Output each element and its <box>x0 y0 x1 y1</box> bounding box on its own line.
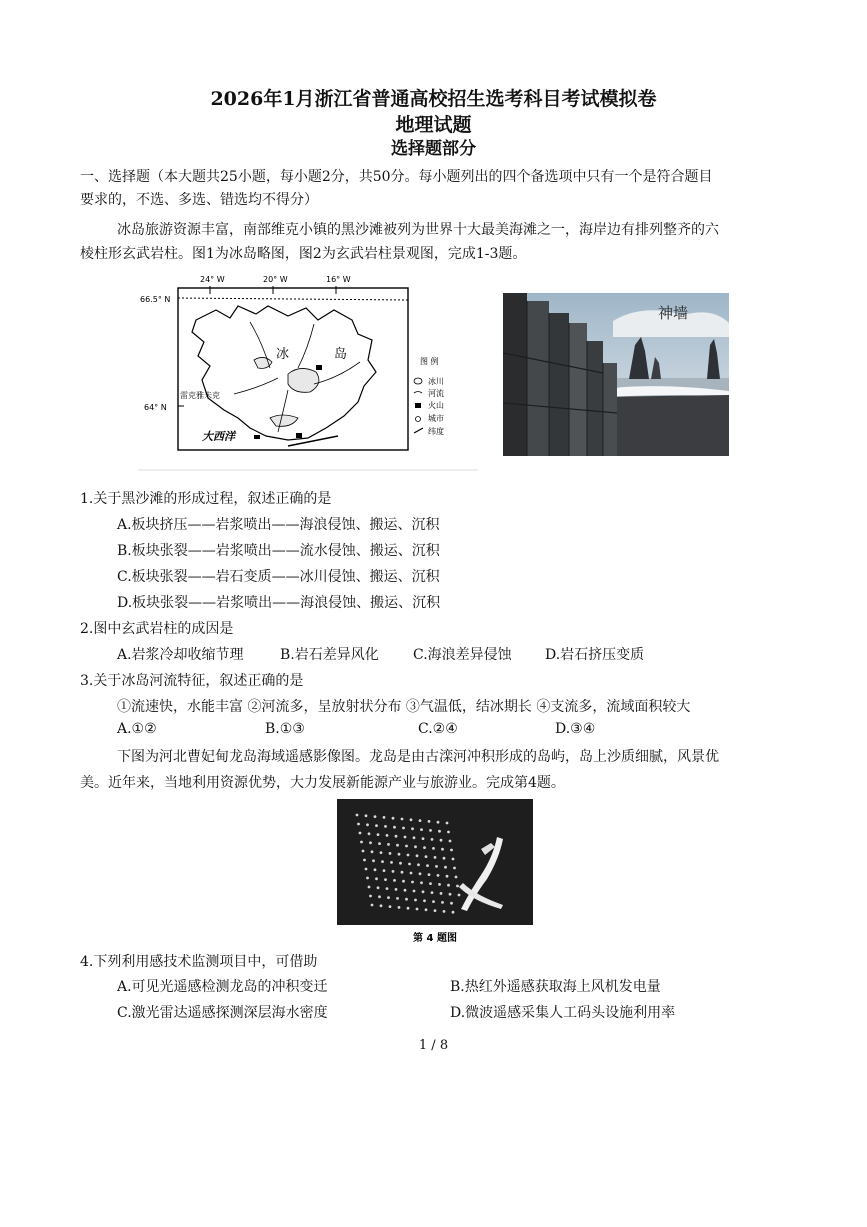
q4-option-a: A.可见光遥感检测龙岛的冲积变迁 <box>117 979 328 995</box>
wind-turbine-dot <box>453 867 456 870</box>
wind-turbine-dot <box>375 877 378 880</box>
wind-turbine-dot <box>387 843 390 846</box>
wind-turbine-dot <box>405 898 408 901</box>
wind-turbine-dot <box>369 841 372 844</box>
satellite-background <box>337 799 533 925</box>
wind-turbine-dot <box>404 889 407 892</box>
wind-turbine-dot <box>389 852 392 855</box>
wind-turbine-dot <box>431 891 434 894</box>
wind-turbine-dot <box>432 847 435 850</box>
volcano-marker <box>316 365 322 370</box>
wind-turbine-dot <box>431 838 434 841</box>
wind-turbine-dot <box>425 908 428 911</box>
wind-turbine-dot <box>356 814 359 817</box>
wind-turbine-dot <box>389 905 392 908</box>
satellite-image <box>335 797 535 947</box>
q2-option-a: A.岩浆冷却收缩节理 <box>117 647 244 663</box>
q3-stem: 3.关于冰岛河流特征，叙述正确的是 <box>80 673 304 689</box>
city-marker <box>254 435 260 439</box>
wind-turbine-dot <box>363 859 366 862</box>
legend-item: 纬度 <box>428 427 444 436</box>
passage2-line-2: 美。近年来，当地利用资源优势，大力发展新能源产业与旅游业。完成第4题。 <box>80 775 565 791</box>
map-lon-24w: 24° W <box>200 275 225 284</box>
page-number: 1 / 8 <box>418 1038 449 1053</box>
wind-turbine-dot <box>410 872 413 875</box>
wind-turbine-dot <box>381 860 384 863</box>
wind-turbine-dot <box>443 857 446 860</box>
wind-turbine-dot <box>416 908 419 911</box>
wind-turbine-dot <box>378 842 381 845</box>
wind-turbine-dot <box>426 864 429 867</box>
exam-title: 2026年1月浙江省普通高校招生选考科目考试模拟卷 <box>210 88 657 110</box>
wind-turbine-dot <box>392 817 395 820</box>
wind-turbine-dot <box>384 825 387 828</box>
wind-turbine-dot <box>357 823 360 826</box>
city-icon <box>416 417 421 422</box>
wind-turbine-dot <box>365 814 368 817</box>
wind-turbine-dot <box>458 894 461 897</box>
basalt-photo <box>503 293 729 456</box>
latitude-line <box>288 436 338 446</box>
q1-option-d: D.板块张裂——岩浆喷出——海浪侵蚀、搬运、沉积 <box>117 595 441 611</box>
wind-turbine-dot <box>407 907 410 910</box>
glacier-shape <box>288 368 319 392</box>
wind-turbine-dot <box>419 872 422 875</box>
wind-turbine-dot <box>438 883 441 886</box>
wind-turbine-dot <box>428 873 431 876</box>
legend-item: 冰川 <box>428 377 444 386</box>
wind-turbine-dot <box>369 895 372 898</box>
wind-turbine-dot <box>434 909 437 912</box>
wind-turbine-dot <box>422 890 425 893</box>
q4-stem: 4.下列利用感技术监测项目中，可借助 <box>80 954 318 970</box>
wind-turbine-dot <box>447 831 450 834</box>
wind-turbine-dot <box>444 866 447 869</box>
wind-turbine-dot <box>423 846 426 849</box>
wind-turbine-dot <box>450 849 453 852</box>
wind-turbine-dot <box>423 899 426 902</box>
map-label-ice: 冰 <box>276 347 290 362</box>
wind-turbine-dot <box>428 820 431 823</box>
wind-turbine-dot <box>414 845 417 848</box>
passage2-line-1: 下图为河北曹妃甸龙岛海域遥感影像图。龙岛是由古滦河冲积形成的岛屿，岛上沙质细腻，风景优 <box>117 749 719 765</box>
wind-turbine-dot <box>401 818 404 821</box>
river-line <box>298 324 314 368</box>
wind-turbine-dot <box>432 900 435 903</box>
wind-turbine-dot <box>366 877 369 880</box>
legend-title: 图 例 <box>420 357 439 366</box>
iceland-map <box>138 268 478 473</box>
q3-statements: ①流速快，水能丰富 ②河流多，呈放射状分布 ③气温低，结冰期长 ④支流多，流域面积较大 <box>117 699 691 715</box>
wind-turbine-dot <box>452 858 455 861</box>
glacier-icon <box>414 378 422 384</box>
q1-stem: 1.关于黑沙滩的形成过程，叙述正确的是 <box>80 491 332 507</box>
wind-turbine-dot <box>393 826 396 829</box>
q3-option-a: A.①② <box>117 721 157 737</box>
wind-turbine-dot <box>383 816 386 819</box>
passage1-line-1: 冰岛旅游资源丰富，南部维克小镇的黑沙滩被列为世界十大最美海滩之一，海岸边有排列整齐的六 <box>117 222 719 238</box>
wind-turbine-dot <box>449 893 452 896</box>
wind-turbine-dot <box>374 868 377 871</box>
wind-turbine-dot <box>414 899 417 902</box>
wind-turbine-dot <box>450 902 453 905</box>
volcano-marker <box>296 433 302 438</box>
q4-option-d: D.微波遥感采集人工码头设施利用率 <box>450 1005 676 1021</box>
wind-turbine-dot <box>386 887 389 890</box>
q3-option-d: D.③④ <box>555 721 596 737</box>
wind-turbine-dot <box>377 833 380 836</box>
wind-turbine-dot <box>392 870 395 873</box>
wind-turbine-dot <box>383 869 386 872</box>
wind-turbine-dot <box>455 876 458 879</box>
wind-turbine-dot <box>368 832 371 835</box>
wind-turbine-dot <box>420 828 423 831</box>
wind-turbine-dot <box>429 882 432 885</box>
wind-turbine-dot <box>446 822 449 825</box>
wind-turbine-dot <box>362 850 365 853</box>
wind-turbine-dot <box>410 818 413 821</box>
wind-turbine-dot <box>422 837 425 840</box>
map-label-land: 岛 <box>334 347 348 362</box>
q1-option-b: B.板块张裂——岩浆喷出——流水侵蚀、搬运、沉积 <box>117 543 440 559</box>
wind-turbine-dot <box>407 854 410 857</box>
wind-turbine-dot <box>377 886 380 889</box>
wind-turbine-dot <box>359 832 362 835</box>
wind-turbine-dot <box>411 827 414 830</box>
q1-option-a: A.板块挤压——岩浆喷出——海浪侵蚀、搬运、沉积 <box>117 517 440 533</box>
wind-turbine-dot <box>384 878 387 881</box>
photo-label-wall: 神墙 <box>658 304 689 322</box>
q2-option-b: B.岩石差异风化 <box>280 647 379 663</box>
glacier-shape <box>270 415 298 426</box>
wind-turbine-dot <box>399 862 402 865</box>
wind-turbine-dot <box>360 841 363 844</box>
wind-turbine-dot <box>440 892 443 895</box>
wind-turbine-dot <box>425 855 428 858</box>
wind-turbine-dot <box>429 829 432 832</box>
wind-turbine-dot <box>395 835 398 838</box>
q2-option-d: D.岩石挤压变质 <box>545 647 645 663</box>
wind-turbine-dot <box>380 851 383 854</box>
arctic-circle-line <box>178 298 408 300</box>
wind-turbine-dot <box>368 886 371 889</box>
wind-turbine-dot <box>446 875 449 878</box>
river-line <box>234 378 278 394</box>
wind-turbine-dot <box>437 821 440 824</box>
q4-option-b: B.热红外遥感获取海上风机发电量 <box>450 979 661 995</box>
wind-turbine-dot <box>371 904 374 907</box>
q2-stem: 2.图中玄武岩柱的成因是 <box>80 621 234 637</box>
wind-turbine-dot <box>402 827 405 830</box>
wind-turbine-dot <box>396 844 399 847</box>
wind-turbine-dot <box>452 911 455 914</box>
wind-turbine-dot <box>449 840 452 843</box>
wind-turbine-dot <box>393 879 396 882</box>
wind-turbine-dot <box>419 819 422 822</box>
wind-turbine-dot <box>375 824 378 827</box>
wind-turbine-dot <box>402 880 405 883</box>
q1-option-c: C.板块张裂——岩石变质——冰川侵蚀、搬运、沉积 <box>117 569 440 585</box>
map-lat-64n: 64° N <box>144 403 167 412</box>
river-icon <box>414 392 422 394</box>
wind-turbine-dot <box>413 890 416 893</box>
wind-turbine-dot <box>395 888 398 891</box>
map-label-atlantic: 大西洋 <box>202 430 235 443</box>
wind-turbine-dot <box>396 897 399 900</box>
wind-turbine-dot <box>380 904 383 907</box>
legend-item: 城市 <box>428 414 444 423</box>
wind-turbine-dot <box>390 861 393 864</box>
volcano-icon <box>415 403 421 408</box>
wind-turbine-dot <box>443 910 446 913</box>
wind-turbine-dot <box>372 859 375 862</box>
map-lon-16w: 16° W <box>326 275 351 284</box>
wind-turbine-dot <box>440 839 443 842</box>
wind-turbine-dot <box>437 874 440 877</box>
map-label-reykjavik: 雷克雅未克 <box>180 391 220 400</box>
wind-turbine-dot <box>366 823 369 826</box>
legend-item: 火山 <box>428 401 444 410</box>
wind-turbine-dot <box>401 871 404 874</box>
wind-turbine-dot <box>441 901 444 904</box>
wind-turbine-dot <box>365 868 368 871</box>
wind-turbine-dot <box>405 845 408 848</box>
wind-turbine-dot <box>416 854 419 857</box>
instructions-line-2: 要求的，不选、多选、错选均不得分） <box>80 192 318 208</box>
wind-turbine-dot <box>456 885 459 888</box>
map-lon-20w: 20° W <box>263 275 288 284</box>
map-lat-66n: 66.5° N <box>140 295 171 304</box>
instructions-line-1: 一、选择题（本大题共25小题，每小题2分，共50分。每小题列出的四个备选项中只有一个是符合题目 <box>80 169 713 185</box>
q3-option-b: B.①③ <box>265 721 305 737</box>
q4-option-c: C.激光雷达遥感探测深层海水密度 <box>117 1005 328 1021</box>
wind-turbine-dot <box>420 881 423 884</box>
wind-turbine-dot <box>413 836 416 839</box>
wind-turbine-dot <box>411 881 414 884</box>
q3-option-c: C.②④ <box>418 721 458 737</box>
wind-turbine-dot <box>398 853 401 856</box>
wind-turbine-dot <box>408 863 411 866</box>
wind-turbine-dot <box>434 856 437 859</box>
wind-turbine-dot <box>447 884 450 887</box>
satellite-caption: 第 4 题图 <box>413 933 457 944</box>
wind-turbine-dot <box>404 836 407 839</box>
part-title: 选择题部分 <box>391 139 476 159</box>
wind-turbine-dot <box>398 906 401 909</box>
wind-turbine-dot <box>417 863 420 866</box>
wind-turbine-dot <box>378 895 381 898</box>
passage1-line-2: 棱柱形玄武岩柱。图1为冰岛略图，图2为玄武岩柱景观图，完成1-3题。 <box>80 246 527 262</box>
subject-title: 地理试题 <box>395 114 472 136</box>
wind-turbine-dot <box>435 865 438 868</box>
wind-turbine-dot <box>386 834 389 837</box>
wind-turbine-dot <box>371 850 374 853</box>
q2-option-c: C.海浪差异侵蚀 <box>413 647 512 663</box>
wind-turbine-dot <box>374 815 377 818</box>
wind-turbine-dot <box>438 830 441 833</box>
wind-turbine-dot <box>441 848 444 851</box>
legend-item: 河流 <box>428 389 444 398</box>
latitude-icon <box>414 428 423 433</box>
wind-turbine-dot <box>387 896 390 899</box>
